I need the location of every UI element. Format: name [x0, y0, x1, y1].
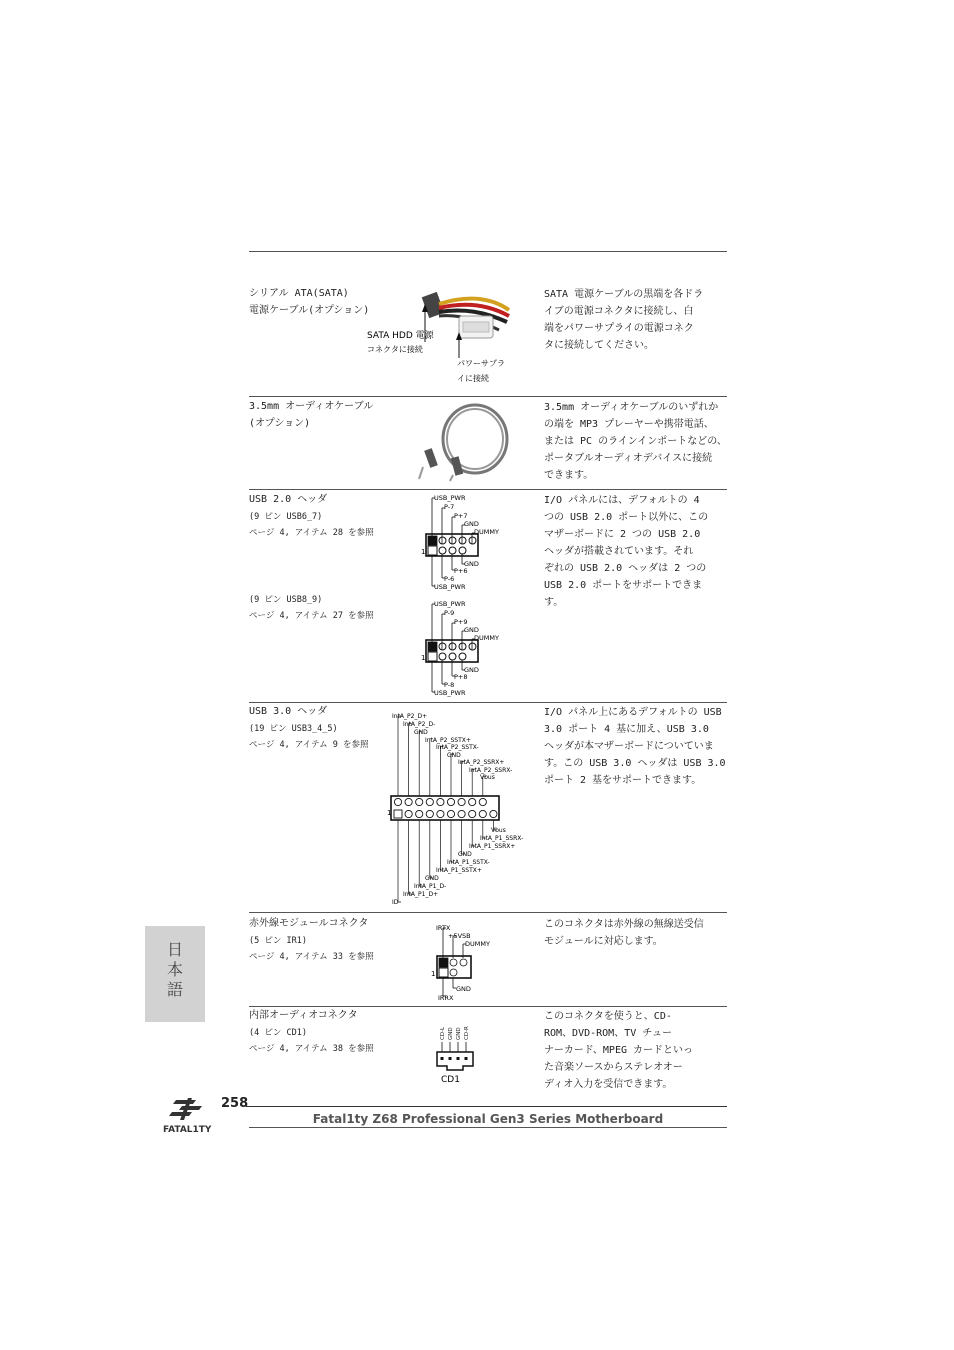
desc-line: つの USB 2.0 ポート以外に、この: [544, 512, 709, 523]
pin-1-label: 1: [387, 809, 392, 817]
ir-header-diagram: [429, 920, 509, 1004]
header-pin: [416, 810, 423, 817]
leader-line: [409, 820, 412, 894]
pin-label: GND: [464, 626, 479, 634]
leader-line: [409, 724, 412, 796]
header-pin: [405, 798, 412, 805]
row-subtitle: (19 ピン USB3_4_5): [249, 723, 338, 734]
row-left-column: [249, 1008, 409, 1058]
header-pin: [458, 798, 465, 805]
leader-line: [462, 820, 465, 854]
row-audio-cable: [249, 399, 727, 487]
pin-label: Vbus: [491, 827, 506, 834]
desc-line: I/O パネル上にあるデフォルトの USB: [544, 707, 722, 718]
desc-line: マザーボードに 2 つの USB 2.0: [544, 529, 701, 540]
cd-audio-header-diagram: [433, 1016, 493, 1086]
pin-label: +5VSB: [448, 932, 471, 940]
desc-line: ポート 2 基をサポートできます。: [544, 775, 702, 786]
pin-label: IntA_P2_SSTX-: [436, 744, 479, 751]
leader-line: [419, 820, 422, 886]
leader-line: [398, 716, 401, 796]
desc-line: 端をパワーサプライの電源コネク: [544, 323, 694, 334]
desc-line: た音楽ソースからステレオオー: [544, 1062, 683, 1073]
desc-line: このコネクタは赤外線の無線送受信: [544, 919, 704, 930]
desc-line: ポータブルオーディオデバイスに接続: [544, 453, 713, 464]
header-pin: [416, 798, 423, 805]
row-left-column: [249, 492, 409, 625]
pin-label: GND: [464, 520, 479, 528]
row-reference: ページ 4, アイテム 9 を参照: [249, 740, 369, 750]
row-description: [544, 1008, 729, 1093]
pin-label: DUMMY: [474, 634, 499, 642]
pin-1-label: 1: [421, 548, 426, 556]
pin-label: P+9: [454, 618, 468, 626]
header-pin: [447, 798, 454, 805]
pin-label: USB_PWR: [434, 494, 466, 502]
desc-line: ヘッダが本マザーボードについていま: [544, 741, 714, 752]
pin-label: GND: [425, 875, 439, 882]
pin-label: P+6: [454, 567, 468, 575]
language-side-tab: [145, 926, 205, 1022]
pin-label: GND: [447, 752, 461, 759]
leader-line: [451, 754, 454, 796]
row-cd-audio-connector: [249, 1008, 727, 1094]
row-ir-connector: [249, 916, 727, 1004]
fatal1ty-logo: [162, 1094, 220, 1136]
usb3-header-diagram: [387, 704, 537, 908]
desc-line: す。: [544, 597, 564, 608]
desc-line: の端を MP3 プレーヤーや携帯電話、: [544, 419, 714, 430]
header-pin: [458, 810, 465, 817]
label-psu: パワーサプラ: [457, 359, 505, 368]
header-pin: [437, 810, 444, 817]
usb2-header-diagram-1: [419, 492, 519, 594]
usb2-header-diagram-2: [419, 598, 519, 700]
label-psu-connect: イに接続: [457, 374, 489, 383]
row-left-column: [249, 704, 409, 754]
footer-title: Fatal1ty Z68 Professional Gen3 Series Motherboard: [312, 1112, 664, 1126]
pin-label: GND: [464, 666, 479, 674]
pin-label: DUMMY: [465, 940, 490, 948]
row-subtitle: (オプション): [249, 417, 311, 429]
header-pin: [447, 810, 454, 817]
row-usb2-header: [249, 492, 727, 700]
row-subtitle: (9 ピン USB6_7): [249, 511, 323, 522]
pin-label: P-8: [444, 681, 455, 689]
pin-label: IntA_P1_SSTX-: [447, 859, 490, 866]
row-subtitle: 電源ケーブル(オプション): [249, 304, 370, 316]
pin-label: P+8: [454, 673, 468, 681]
desc-line: イブの電源コネクタに接続し、白: [544, 306, 694, 317]
pin-label: CD-L: [440, 1026, 446, 1040]
leader-line: [430, 820, 433, 878]
desc-line: USB 2.0 ポートをサポートできま: [544, 580, 703, 591]
pin-1-label: 1: [421, 654, 426, 662]
pin-label: DUMMY: [474, 528, 499, 536]
pin-label: IntA_P2_D+: [392, 713, 428, 720]
audio-cable-illustration: [417, 401, 517, 483]
desc-line: このコネクタを使うと、CD-: [544, 1011, 672, 1022]
pin-label: P-9: [444, 609, 455, 617]
row-divider: [249, 702, 727, 703]
pin-label: P+7: [454, 512, 468, 520]
row-title: USB 2.0 ヘッダ: [249, 494, 328, 505]
pin-label: IntA_P1_D-: [414, 883, 447, 890]
row-divider: [249, 1006, 727, 1007]
desc-line: 3.5mm オーディオケーブルのいずれか: [544, 402, 719, 413]
pin-label: IntA_P1_SSTX+: [436, 867, 482, 874]
row-divider: [249, 489, 727, 490]
label-sata-connect: コネクタに接続: [367, 345, 423, 354]
header-pin: [394, 798, 401, 805]
desc-line: ディオ入力を受信できます。: [544, 1079, 673, 1090]
pin-label: GND: [448, 1027, 454, 1040]
pin-label: USB_PWR: [434, 689, 466, 697]
leader-line: [430, 739, 433, 796]
pin-label: IntA_P2_SSTX+: [425, 737, 471, 744]
footer-bottom-rule: [249, 1127, 727, 1128]
row-reference: ページ 4, アイテム 33 を参照: [249, 952, 374, 962]
row-description: [544, 916, 729, 950]
desc-line: ぞれの USB 2.0 ヘッダは 2 つの: [544, 563, 707, 574]
desc-line: ROM、DVD-ROM、TV チュー: [544, 1028, 672, 1039]
pin-1-label: 1: [431, 970, 436, 978]
header-pin: [437, 798, 444, 805]
pin-label: IntA_P2_SSRX+: [458, 759, 505, 766]
desc-line: 3.0 ポート 4 基に加え、USB 3.0: [544, 724, 709, 735]
row-divider: [249, 912, 727, 913]
row-title: USB 3.0 ヘッダ: [249, 706, 328, 717]
row-title: シリアル ATA(SATA): [249, 288, 349, 299]
desc-line: モジュールに対応します。: [544, 936, 663, 947]
pin-label: IRTX: [436, 924, 451, 932]
pin-label: IntA_P1_SSRX-: [480, 835, 524, 842]
desc-line: ナーカード、MPEG カードといっ: [544, 1045, 694, 1056]
row-divider: [249, 396, 727, 397]
header-pin: [405, 810, 412, 817]
row-subtitle: (5 ピン IR1): [249, 935, 307, 946]
header-pin: [426, 810, 433, 817]
row-description: [544, 704, 729, 789]
desc-line: ヘッダが搭載されています。それ: [544, 546, 694, 557]
pin-label: IntA_P1_SSRX+: [469, 843, 516, 850]
pin-1-square: [394, 810, 402, 818]
label-sata-hdd: SATA HDD 電源: [367, 331, 434, 341]
pin-label: IntA_P2_D-: [403, 721, 436, 728]
row-reference: ページ 4, アイテム 38 を参照: [249, 1044, 374, 1054]
pin-label: USB_PWR: [434, 583, 466, 591]
header-pin: [479, 798, 486, 805]
pin-label: GND: [456, 1027, 462, 1040]
pin-label: USB_PWR: [434, 600, 466, 608]
pin-label: GND: [456, 985, 471, 993]
logo-text: FATAL1TY: [163, 1125, 212, 1135]
row-left-column: [249, 399, 409, 432]
pin-label: IRRX: [438, 994, 454, 1002]
cd1-label: CD1: [441, 1075, 460, 1085]
row-left-column: [249, 916, 409, 966]
row-description: [544, 492, 729, 611]
desc-line: できます。: [544, 470, 594, 481]
desc-line: す。この USB 3.0 ヘッダは USB 3.0: [544, 758, 726, 769]
pin-label: GND: [464, 560, 479, 568]
leader-line: [440, 746, 443, 796]
pin-label: P-6: [444, 575, 455, 583]
pin-label: GND: [414, 729, 428, 736]
leader-line: [398, 820, 401, 902]
row-reference: ページ 4, アイテム 28 を参照: [249, 528, 374, 538]
row-subtitle: (4 ピン CD1): [249, 1027, 307, 1038]
row-reference-2: ページ 4, アイテム 27 を参照: [249, 611, 374, 621]
desc-line: I/O パネルには、デフォルトの 4: [544, 495, 700, 506]
row-usb3-header: [249, 704, 727, 908]
pin-label: GND: [458, 851, 472, 858]
header-pin: [490, 810, 497, 817]
desc-line: タに接続してください。: [544, 340, 654, 351]
leader-line: [451, 820, 454, 862]
header-pin: [479, 810, 486, 817]
header-pin: [469, 798, 476, 805]
row-sata-power-cable: [249, 286, 727, 390]
row-title: 3.5mm オーディオケーブル: [249, 401, 374, 412]
header-pin: [469, 810, 476, 817]
language-tab-label: 日 本 語: [166, 940, 183, 999]
header-pin: [426, 798, 433, 805]
page-number: 258: [221, 1096, 249, 1111]
leader-line: [419, 731, 422, 796]
pin-label: ID: [392, 899, 399, 906]
pin-label: CD-R: [464, 1026, 470, 1040]
sata-power-cable-illustration: [359, 286, 529, 390]
pin-label: P-7: [444, 503, 455, 511]
desc-line: SATA 電源ケーブルの黒端を各ドラ: [544, 289, 704, 300]
leader-line: [440, 820, 443, 870]
pin-label: IntA_P2_SSRX-: [469, 767, 513, 774]
row-description: [544, 286, 729, 354]
leader-line: [462, 762, 465, 796]
top-rule: [249, 251, 727, 252]
row-subtitle-2: (9 ピン USB8_9): [249, 594, 323, 605]
pin-label: IntA_P1_D+: [403, 891, 439, 898]
footer-top-rule: [246, 1106, 727, 1107]
row-title: 内部オーディオコネクタ: [249, 1010, 358, 1021]
desc-line: または PC のラインインポートなどの、: [544, 436, 727, 447]
row-title: 赤外線モジュールコネクタ: [249, 918, 369, 929]
pin-label: Vbus: [480, 774, 495, 781]
row-description: [544, 399, 729, 484]
